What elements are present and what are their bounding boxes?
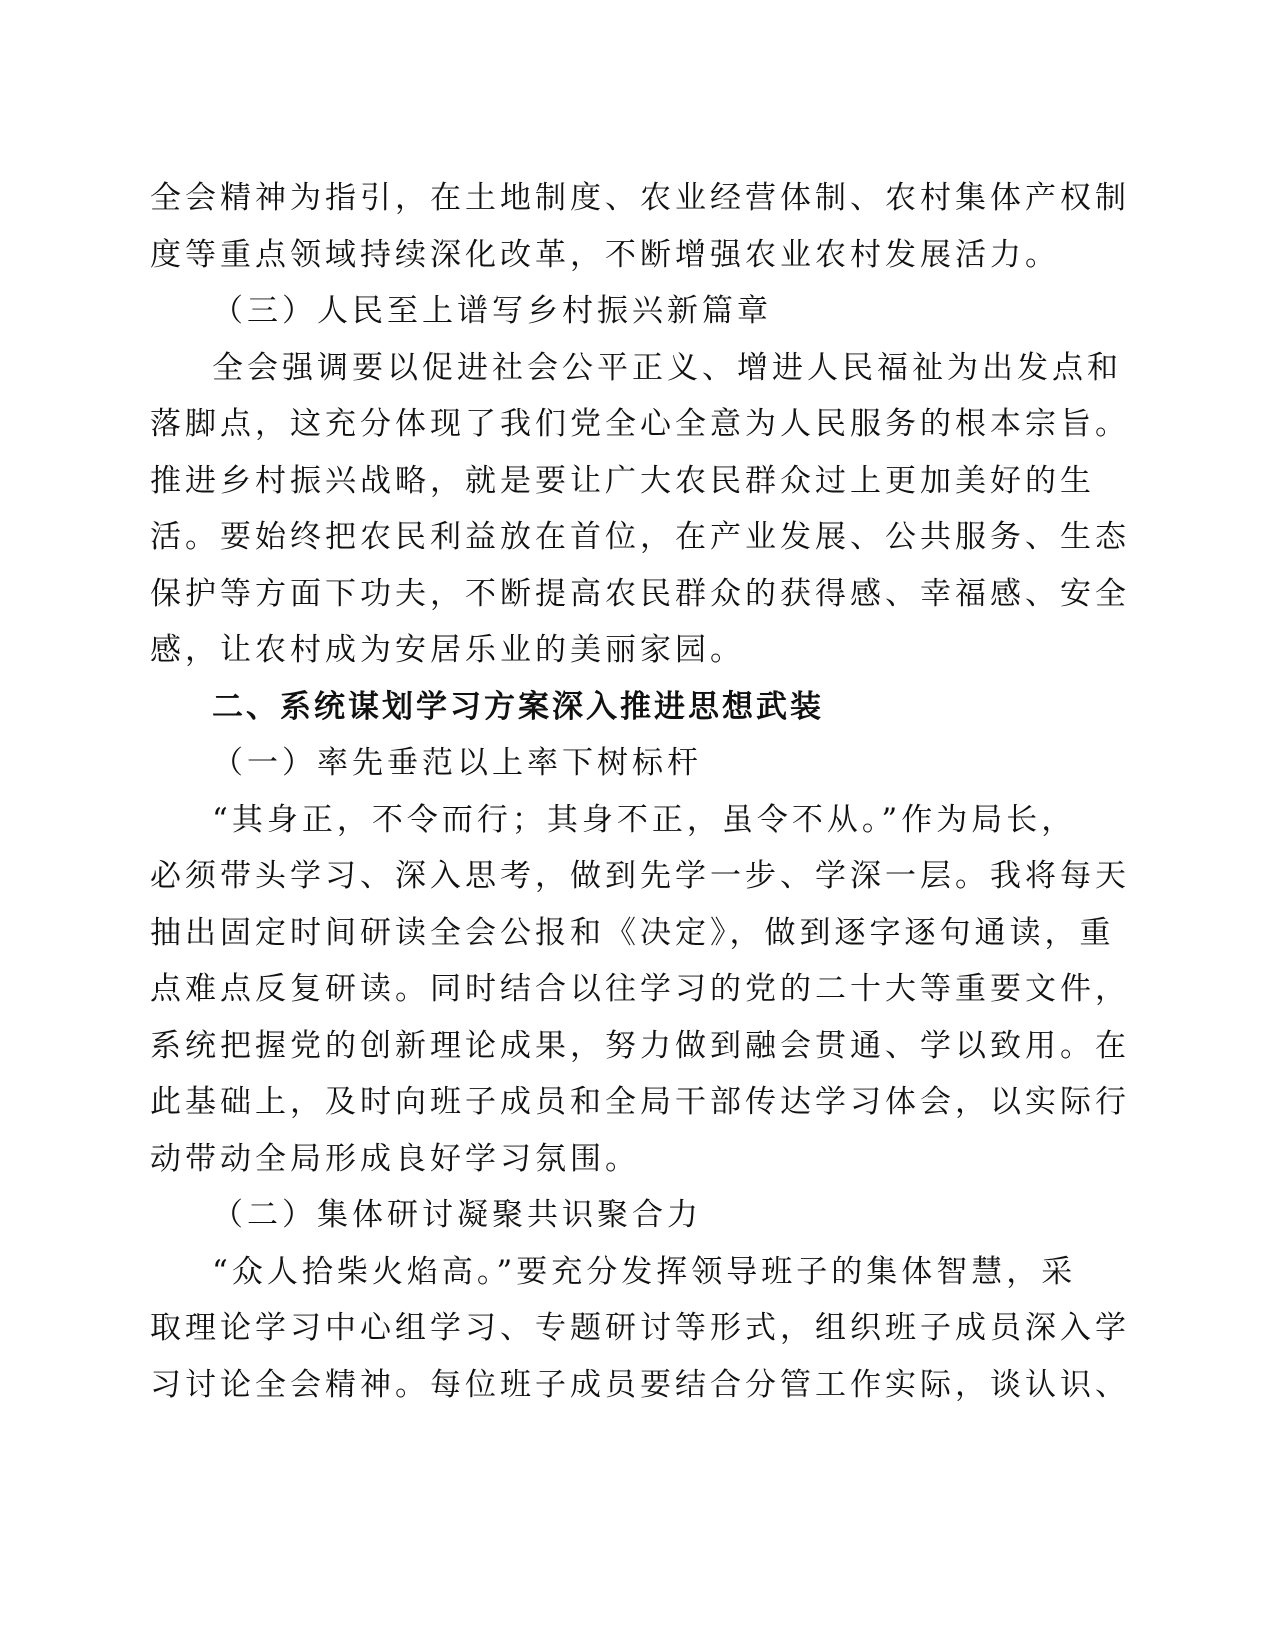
paragraph-line: 取理论学习中心组学习、专题研讨等形式，组织班子成员深入学 (150, 1310, 1130, 1346)
paragraph-line: 此基础上，及时向班子成员和全局干部传达学习体会，以实际行 (150, 1084, 1130, 1120)
paragraph-line: 感，让农村成为安居乐业的美丽家园。 (150, 632, 745, 668)
paragraph-line: 点难点反复研读。同时结合以往学习的党的二十大等重要文件， (150, 971, 1130, 1007)
paragraph-line: “众人拾柴火焰高。”要充分发挥领导班子的集体智慧，采 (212, 1254, 1077, 1290)
section-subheading: （三）人民至上谱写乡村振兴新篇章 (212, 293, 772, 329)
paragraph-line: 推进乡村振兴战略，就是要让广大农民群众过上更加美好的生 (150, 463, 1095, 499)
paragraph-line: 保护等方面下功夫，不断提高农民群众的获得感、幸福感、安全 (150, 576, 1130, 612)
paragraph-line: 系统把握党的创新理论成果，努力做到融会贯通、学以致用。在 (150, 1028, 1130, 1064)
paragraph-line: 度等重点领域持续深化改革，不断增强农业农村发展活力。 (150, 237, 1060, 273)
section-subheading: （一）率先垂范以上率下树标杆 (212, 745, 702, 781)
section-heading: 二、系统谋划学习方案深入推进思想武装 (212, 689, 824, 725)
paragraph-line: 全会精神为指引，在土地制度、农业经营体制、农村集体产权制 (150, 180, 1130, 216)
paragraph-line: 习讨论全会精神。每位班子成员要结合分管工作实际，谈认识、 (150, 1367, 1130, 1403)
paragraph-line: 抽出固定时间研读全会公报和《决定》，做到逐字逐句通读，重 (150, 915, 1115, 951)
paragraph-line: 全会强调要以促进社会公平正义、增进人民福祉为出发点和 (212, 350, 1122, 386)
paragraph-line: 活。要始终把农民利益放在首位，在产业发展、公共服务、生态 (150, 519, 1130, 555)
paragraph-line: 动带动全局形成良好学习氛围。 (150, 1141, 640, 1177)
paragraph-line: “其身正，不令而行；其身不正，虽令不从。”作为局长， (212, 802, 1077, 838)
paragraph-line: 必须带头学习、深入思考，做到先学一步、学深一层。我将每天 (150, 858, 1130, 894)
section-subheading: （二）集体研讨凝聚共识聚合力 (212, 1197, 702, 1233)
paragraph-line: 落脚点，这充分体现了我们党全心全意为人民服务的根本宗旨。 (150, 406, 1130, 442)
